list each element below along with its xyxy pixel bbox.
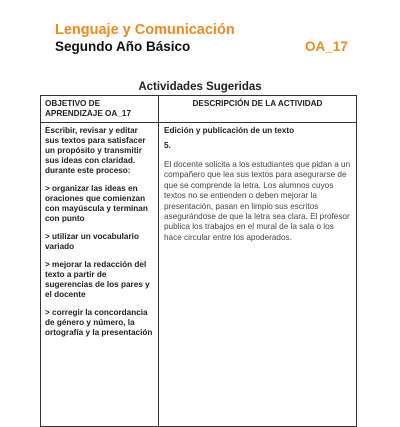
activity-number: 5.	[164, 141, 171, 150]
section-title: Actividades Sugeridas	[138, 81, 262, 93]
objective-cell	[41, 123, 159, 427]
grade-label: Segundo Año Básico	[55, 39, 191, 54]
activity-table	[40, 95, 357, 427]
activity-description: El docente solicita a los estudiantes que pidan a un compañero que lea sus textos para asegurarse de que se comprende la letra. Los alumnos cuyos textos no se entienden o deben mejorar la presentación, pasan en limpio sus escritos asegurándose de que la letra sea clara. El profesor publica los trabajos en el mural de la sala o los hace circular entre los apoderados.	[164, 160, 351, 242]
description-cell	[159, 123, 357, 427]
activity-title: Edición y publicación de un texto	[164, 126, 295, 135]
objective-intro: Escribir, revisar y editar sus textos para satisfacer un propósito y transmitir sus ideas con claridad. durante este proceso:	[45, 126, 146, 175]
objective-point: > corregir la concordancia de género y número, la ortografía y la presentación	[45, 308, 153, 337]
objective-code: OA_17	[305, 39, 348, 54]
subject-title: Lenguaje y Comunicación	[55, 22, 235, 38]
objective-point: > organizar las ideas en oraciones que comienzan con mayúscula y terminan con punto	[45, 184, 148, 223]
objective-column-header: OBJETIVO DE APRENDIZAJE OA_17	[41, 96, 159, 123]
objective-point: > utilizar un vocabulario variado	[45, 232, 139, 251]
table-header-row	[41, 96, 357, 123]
description-column-header: DESCRIPCIÓN DE LA ACTIVIDAD	[159, 96, 357, 123]
table-row	[41, 123, 357, 427]
objective-point: > mejorar la redacción del texto a partir de sugerencias de los pares y el docente	[45, 260, 150, 299]
